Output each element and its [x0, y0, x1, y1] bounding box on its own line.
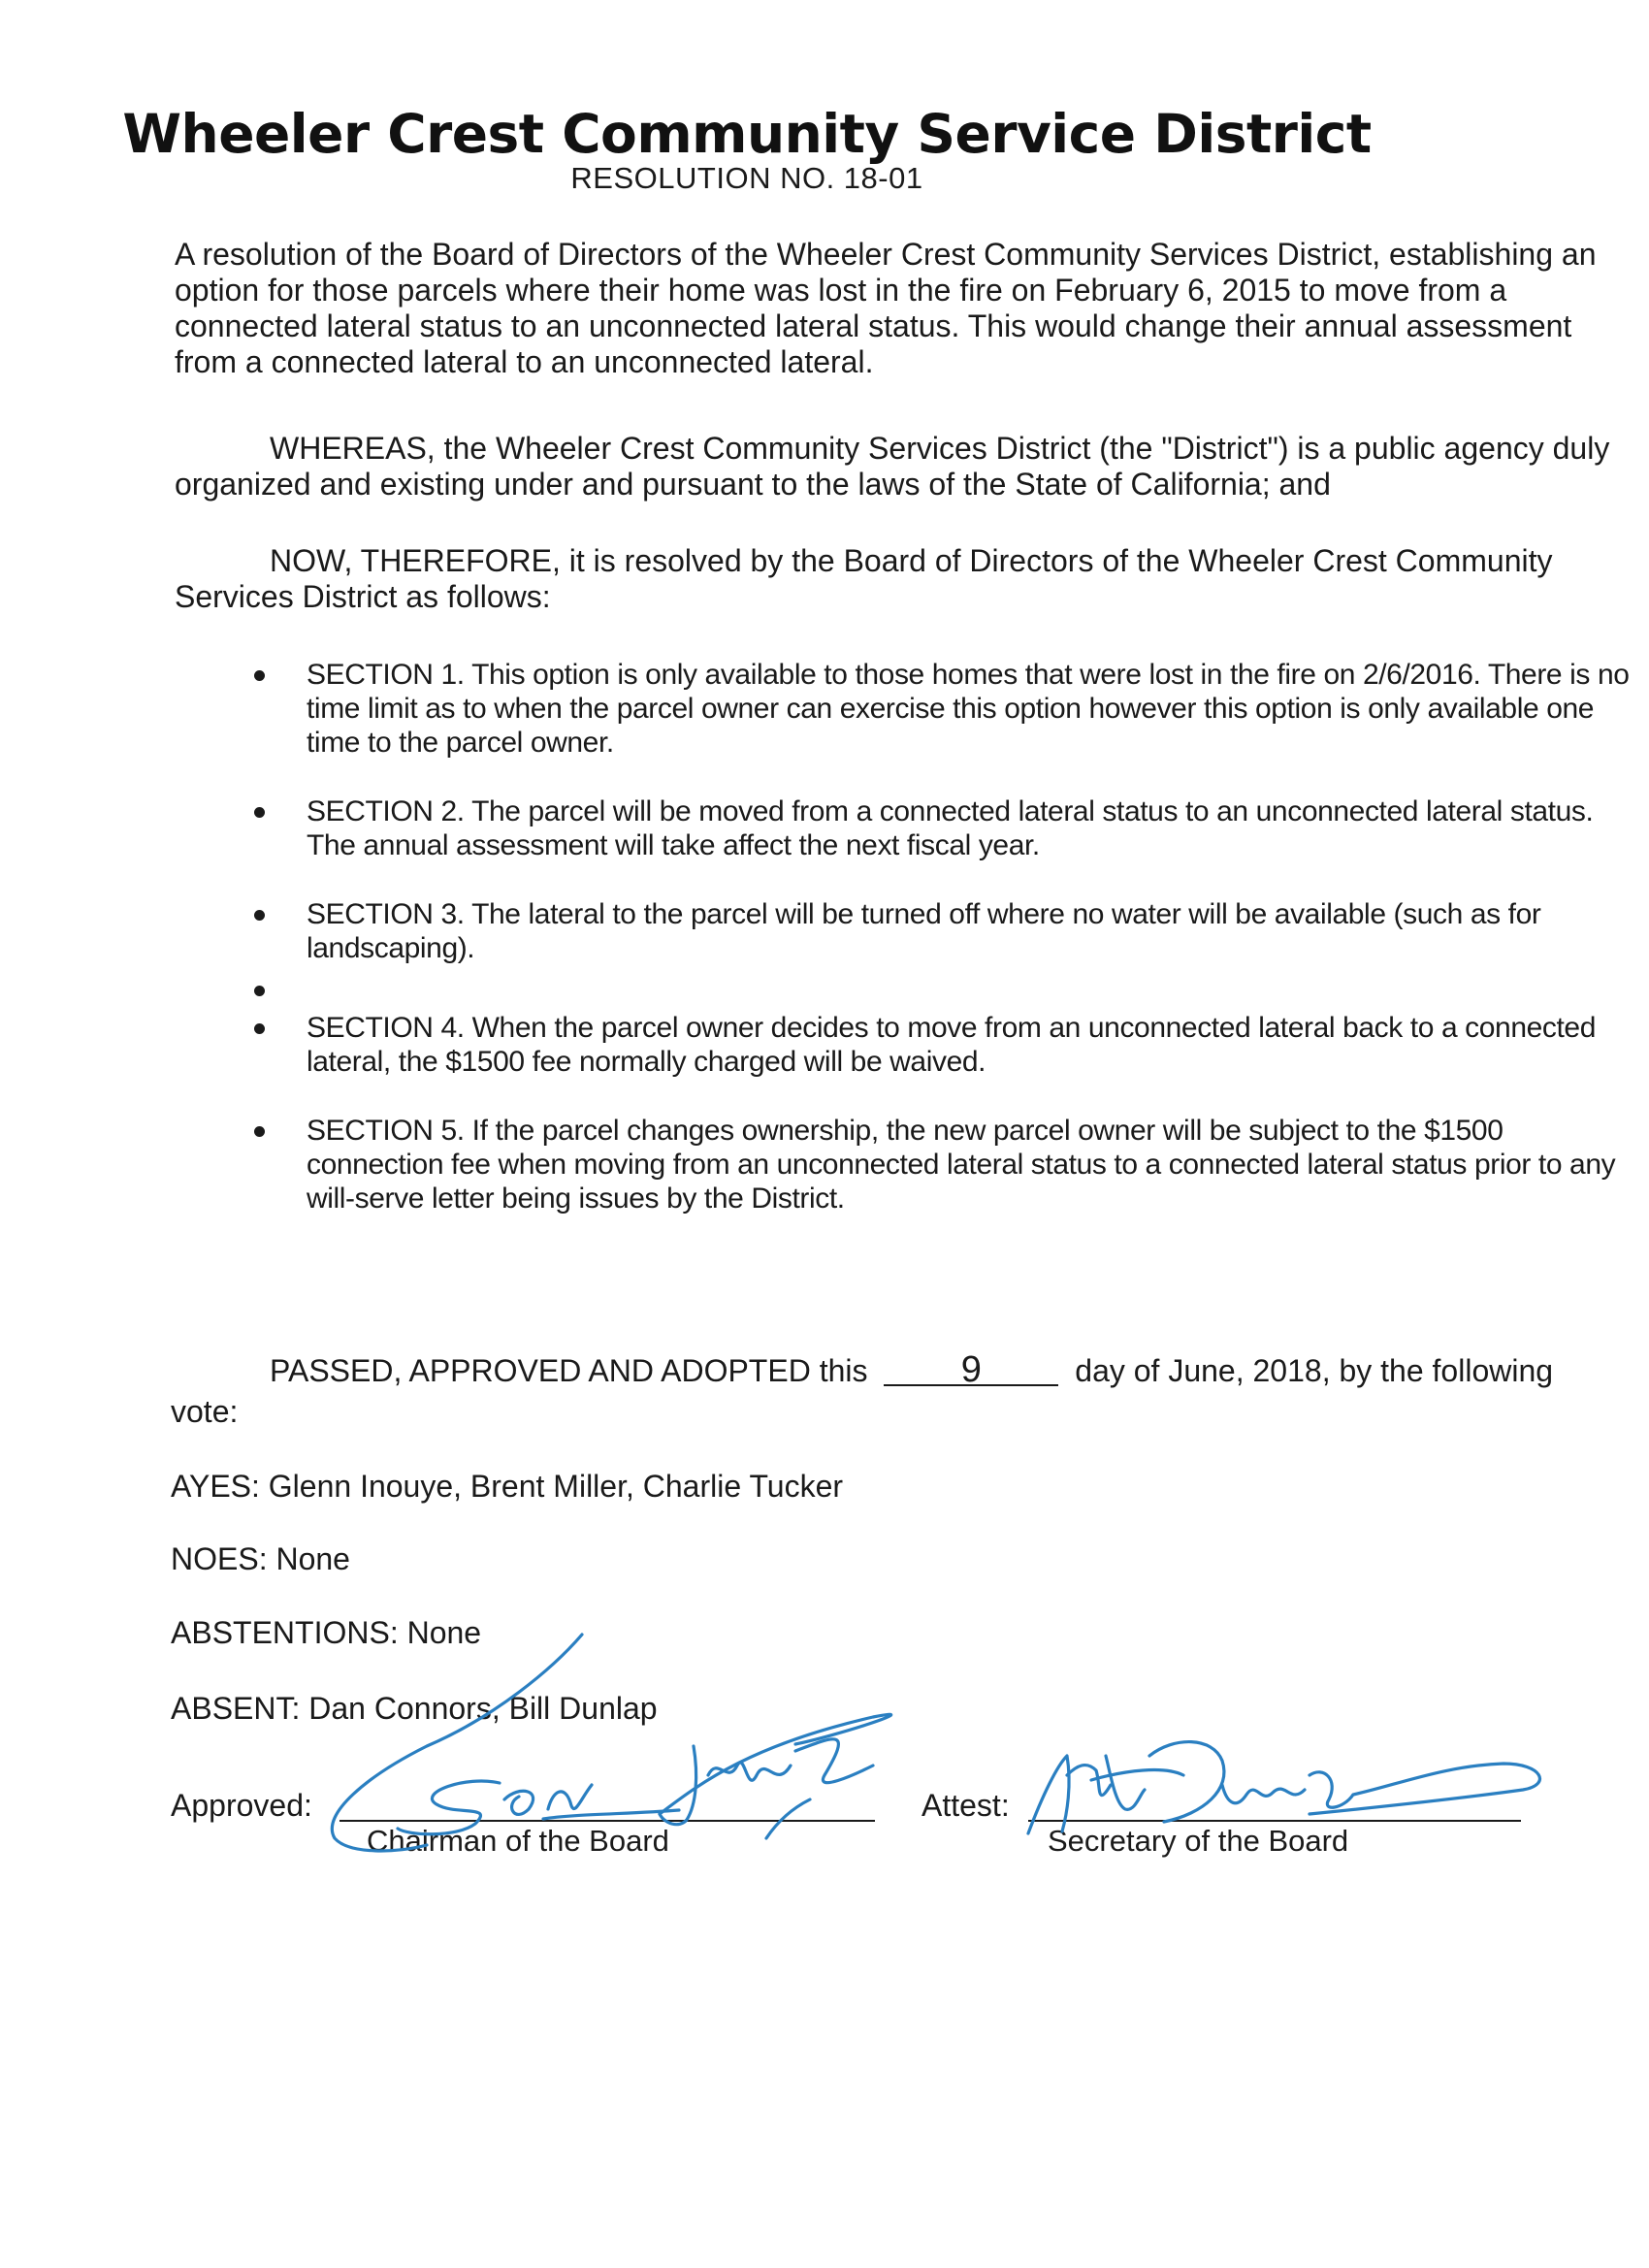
section-text: SECTION 1. This option is only available to those homes that were lost in the fire on 2/6/2016. There is no time limit as to when the parcel owner can exercise this option however this option is only available one time to the parcel owner. [307, 659, 1630, 759]
now-therefore-paragraph: NOW, THEREFORE, it is resolved by the Board of Directors of the Wheeler Crest Community Services District as follows: [175, 543, 1553, 614]
document-title: Wheeler Crest Community Service District [122, 103, 1372, 165]
chairman-caption: Chairman of the Board [367, 1824, 669, 1858]
whereas-paragraph: WHEREAS, the Wheeler Crest Community Services District (the "District") is a public agency duly organized and existing under and pursuant to the laws of the State of California; and [175, 431, 1610, 502]
section-item [254, 658, 1632, 760]
bullet-icon [254, 1023, 265, 1034]
section-item [254, 794, 1632, 862]
bullet-icon [254, 1126, 265, 1137]
section-item [254, 1114, 1632, 1215]
noes-line: NOES: None [171, 1541, 350, 1576]
bullet-icon [254, 670, 265, 681]
chairman-signature-icon [310, 1630, 912, 1863]
ayes-line: AYES: Glenn Inouye, Brent Miller, Charlie Tucker [171, 1469, 844, 1504]
intro-paragraph: A resolution of the Board of Directors of the Wheeler Crest Community Services District, establishing an option for those parcels where their home was lost in the fire on February 6, 2015 to move from a connected lateral status to an unconnected lateral status. This would change their annual assessment from a connected lateral to an unconnected lateral. [175, 237, 1597, 379]
empty-bullet-item [254, 973, 1632, 1007]
secretary-caption: Secretary of the Board [1048, 1824, 1349, 1858]
section-item [254, 1011, 1632, 1079]
vote-label: vote: [171, 1394, 239, 1429]
bullet-icon [254, 910, 265, 921]
section-item [254, 897, 1632, 965]
section-text: SECTION 2. The parcel will be moved from a connected lateral status to an unconnected lateral status. The annual assessment will take affect the next fiscal year. [307, 795, 1594, 861]
bullet-icon [254, 986, 265, 996]
adoption-day: 9 [884, 1355, 1058, 1386]
absent-line: ABSENT: Dan Connors, Bill Dunlap [171, 1691, 658, 1726]
section-text: SECTION 3. The lateral to the parcel will be turned off where no water will be available (such as for landscaping). [307, 898, 1541, 964]
bullet-icon [254, 807, 265, 818]
attest-label: Attest: [922, 1788, 1010, 1823]
resolution-number: RESOLUTION NO. 18-01 [570, 161, 923, 195]
section-text: SECTION 5. If the parcel changes ownership, the new parcel owner will be subject to the $1500 connection fee when moving from an unconnected lateral status to a connected lateral status prior to any will-serve letter being issues by the District. [307, 1115, 1616, 1215]
adoption-statement [270, 1349, 1554, 1390]
approved-label: Approved: [171, 1788, 312, 1823]
sections-list [254, 658, 1632, 1215]
abstentions-line: ABSTENTIONS: None [171, 1615, 482, 1650]
secretary-signature-icon [1018, 1717, 1562, 1863]
adoption-suffix: day of June, 2018, by the following [1075, 1353, 1554, 1388]
section-text: SECTION 4. When the parcel owner decides to move from an unconnected lateral back to a connected lateral, the $1500 fee normally charged will be waived. [307, 1012, 1597, 1078]
adoption-prefix: PASSED, APPROVED AND ADOPTED this [270, 1353, 868, 1388]
